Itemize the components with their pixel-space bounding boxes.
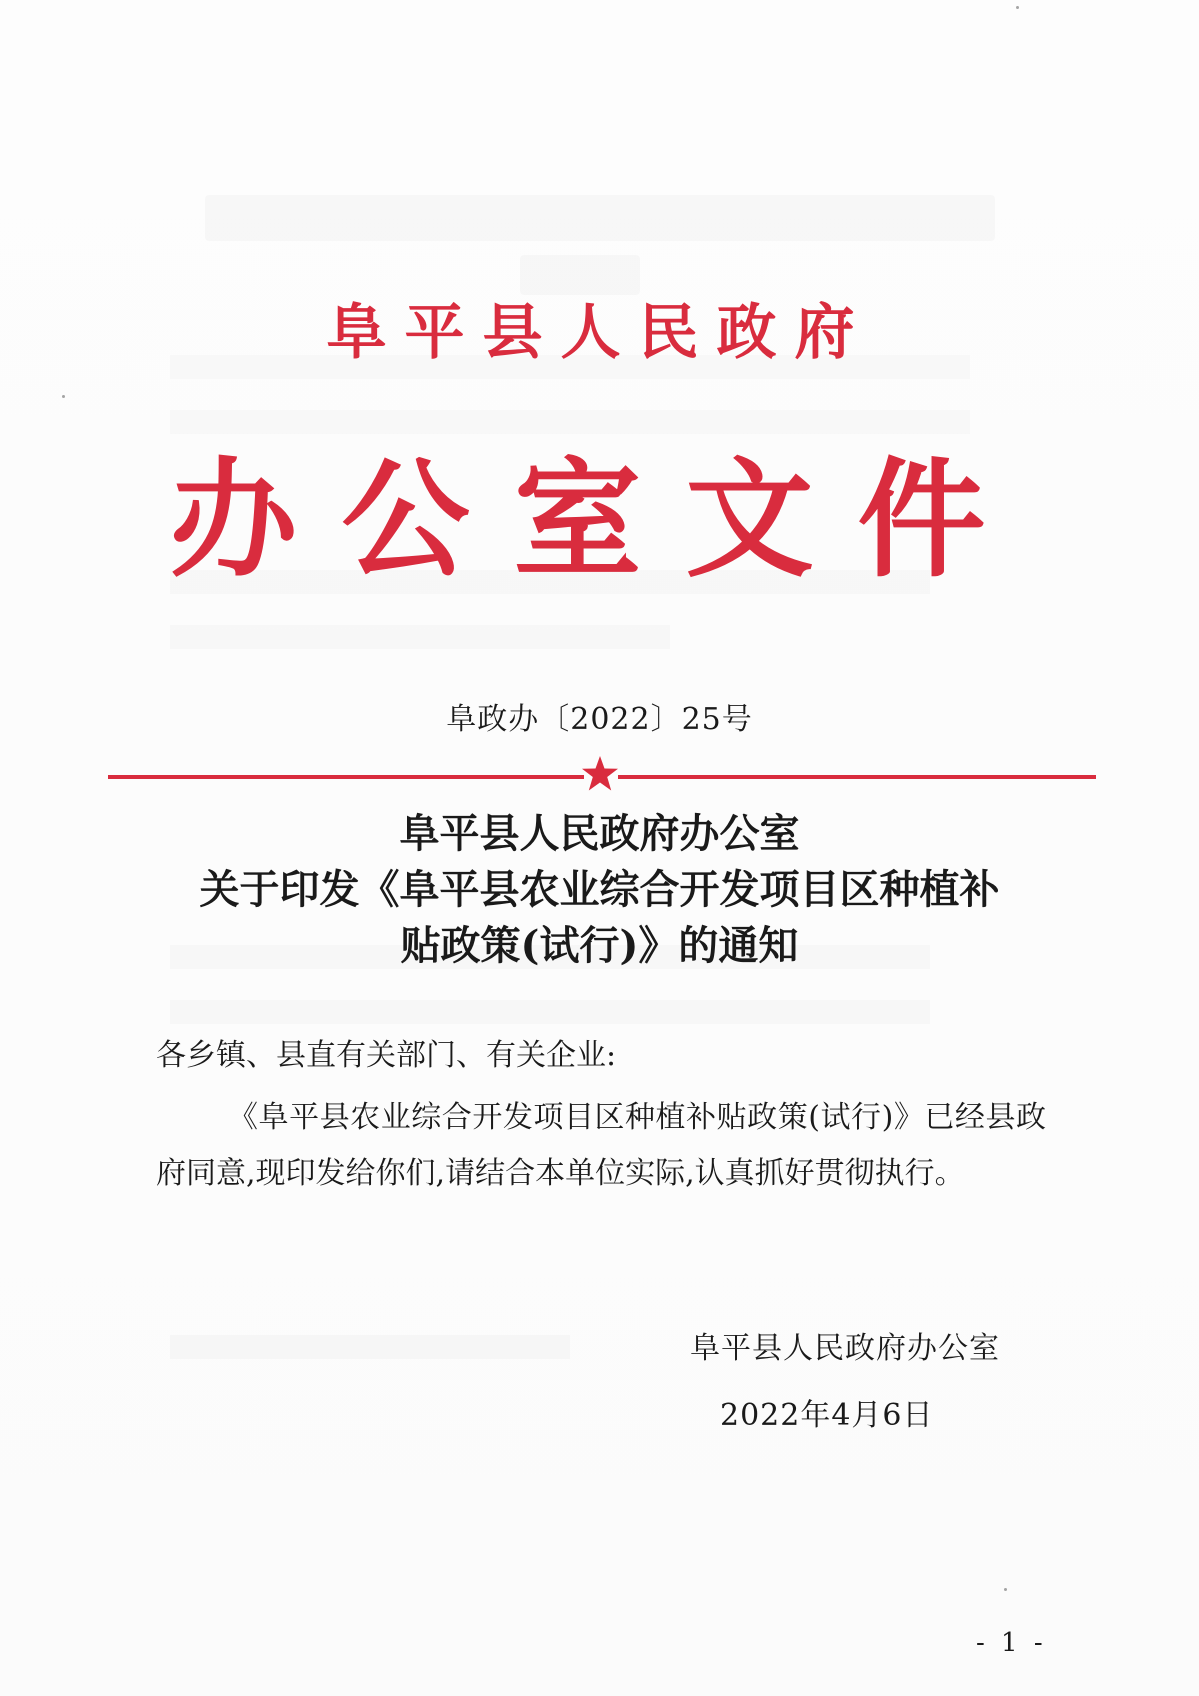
page-number: - 1 - — [976, 1628, 1047, 1658]
notice-title — [0, 806, 1199, 974]
scan-speck — [62, 395, 65, 398]
star-icon — [581, 755, 619, 793]
bleed-through-shade — [520, 255, 640, 295]
document-type-heading: 办公室文件 — [169, 445, 1030, 595]
issuing-organization-title: 阜平县人民政府 — [326, 298, 873, 368]
scan-speck — [1004, 1588, 1007, 1591]
issue-date: 2022年4月6日 — [720, 1398, 934, 1433]
notice-title-line: 关于印发《阜平县农业综合开发项目区种植补 — [199, 866, 1000, 913]
salutation: 各乡镇、县直有关部门、有关企业: — [156, 1038, 617, 1073]
bleed-through-shade — [170, 1000, 930, 1024]
bleed-through-shade — [170, 1335, 570, 1359]
issuer-signature: 阜平县人民政府办公室 — [690, 1331, 1000, 1366]
bleed-through-shade — [205, 195, 995, 241]
notice-title-line: 贴政策(试行)》的通知 — [400, 922, 799, 969]
body-paragraph: 《阜平县农业综合开发项目区种植补贴政策(试行)》已经县政府同意,现印发给你们,请结合本单位实际,认真抓好贯彻执行。 — [156, 1100, 1046, 1191]
document-number: 阜政办〔2022〕25号 — [446, 702, 753, 737]
header-rule-left — [108, 775, 584, 779]
bleed-through-shade — [170, 410, 970, 434]
header-rule-right — [618, 775, 1096, 779]
bleed-through-shade — [170, 625, 670, 649]
scan-speck — [1016, 6, 1019, 9]
notice-title-line: 阜平县人民政府办公室 — [399, 810, 800, 857]
